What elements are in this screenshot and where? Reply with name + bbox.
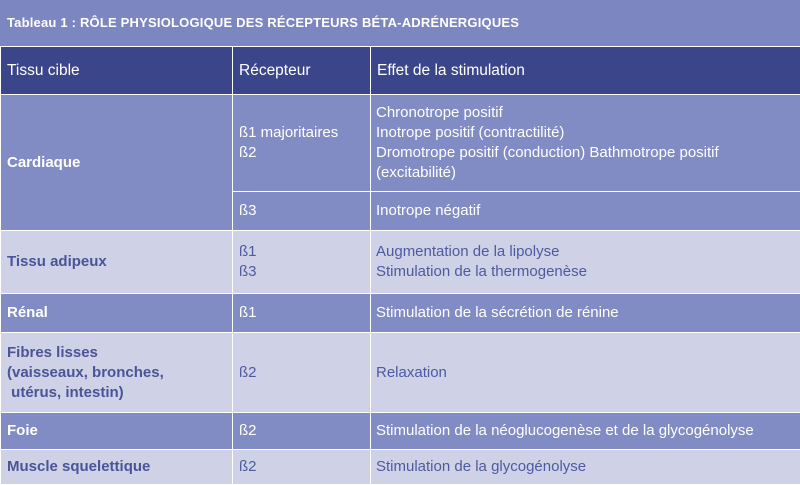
receptor-label: ß1 <box>239 303 364 323</box>
effect-cell <box>371 333 800 413</box>
receptor-label: ß3 <box>239 262 364 282</box>
table-row <box>1 95 800 192</box>
effect-cell <box>371 95 800 192</box>
tissue-cell <box>1 333 233 413</box>
tissue-cell <box>1 95 233 231</box>
tissue-cell <box>1 413 233 450</box>
tissue-cell <box>1 294 233 333</box>
tissue-label: Foie <box>7 421 226 441</box>
table-caption: Tableau 1 : RÔLE PHYSIOLOGIQUE DES RÉCEPTEURS BÉTA-ADRÉNERGIQUES <box>0 0 800 46</box>
tissue-label: Tissu adipeux <box>7 252 226 272</box>
receptor-label: ß2 <box>239 457 364 477</box>
receptor-label: ß3 <box>239 201 364 221</box>
table-row <box>1 333 800 413</box>
receptor-label: ß1 <box>239 242 364 262</box>
tissue-label: Rénal <box>7 303 226 323</box>
effect-label: Stimulation de la glycogénolyse <box>376 457 794 477</box>
effect-label: Dromotrope positif (conduction) Bathmotrope positif <box>376 143 794 163</box>
receptor-cell <box>233 294 371 333</box>
receptor-cell <box>233 333 371 413</box>
receptor-cell <box>233 413 371 450</box>
tissue-label: Fibres lisses <box>7 343 226 363</box>
receptor-table <box>0 46 800 485</box>
effect-label: Stimulation de la néoglucogenèse et de la glycogénolyse <box>376 421 794 441</box>
effect-label: Stimulation de la thermogenèse <box>376 262 794 282</box>
receptor-label: ß1 majoritaires <box>239 123 364 143</box>
effect-cell <box>371 231 800 294</box>
table-row <box>1 231 800 294</box>
header-effect: Effet de la stimulation <box>371 47 800 95</box>
effect-label: Augmentation de la lipolyse <box>376 242 794 262</box>
effect-label: Stimulation de la sécrétion de rénine <box>376 303 794 323</box>
effect-cell <box>371 192 800 231</box>
tissue-label: utérus, intestin) <box>7 383 226 403</box>
receptor-cell <box>233 192 371 231</box>
header-row <box>1 47 800 95</box>
tissue-label: (vaisseaux, bronches, <box>7 363 226 383</box>
table-row <box>1 450 800 485</box>
receptor-label: ß2 <box>239 421 364 441</box>
effect-label: (excitabilité) <box>376 163 794 183</box>
tissue-label: Muscle squelettique <box>7 457 226 477</box>
effect-label: Relaxation <box>376 363 794 383</box>
effect-cell <box>371 413 800 450</box>
effect-label: Chronotrope positif <box>376 103 794 123</box>
effect-cell <box>371 450 800 485</box>
receptor-label: ß2 <box>239 143 364 163</box>
table-row <box>1 413 800 450</box>
header-receptor: Récepteur <box>233 47 371 95</box>
tissue-cell <box>1 450 233 485</box>
effect-label: Inotrope positif (contractilité) <box>376 123 794 143</box>
tissue-label: Cardiaque <box>7 153 226 173</box>
receptor-cell <box>233 231 371 294</box>
receptor-cell <box>233 95 371 192</box>
header-tissue: Tissu cible <box>1 47 233 95</box>
receptor-label: ß2 <box>239 363 364 383</box>
effect-cell <box>371 294 800 333</box>
table-row <box>1 294 800 333</box>
tissue-cell <box>1 231 233 294</box>
receptor-cell <box>233 450 371 485</box>
effect-label: Inotrope négatif <box>376 201 794 221</box>
